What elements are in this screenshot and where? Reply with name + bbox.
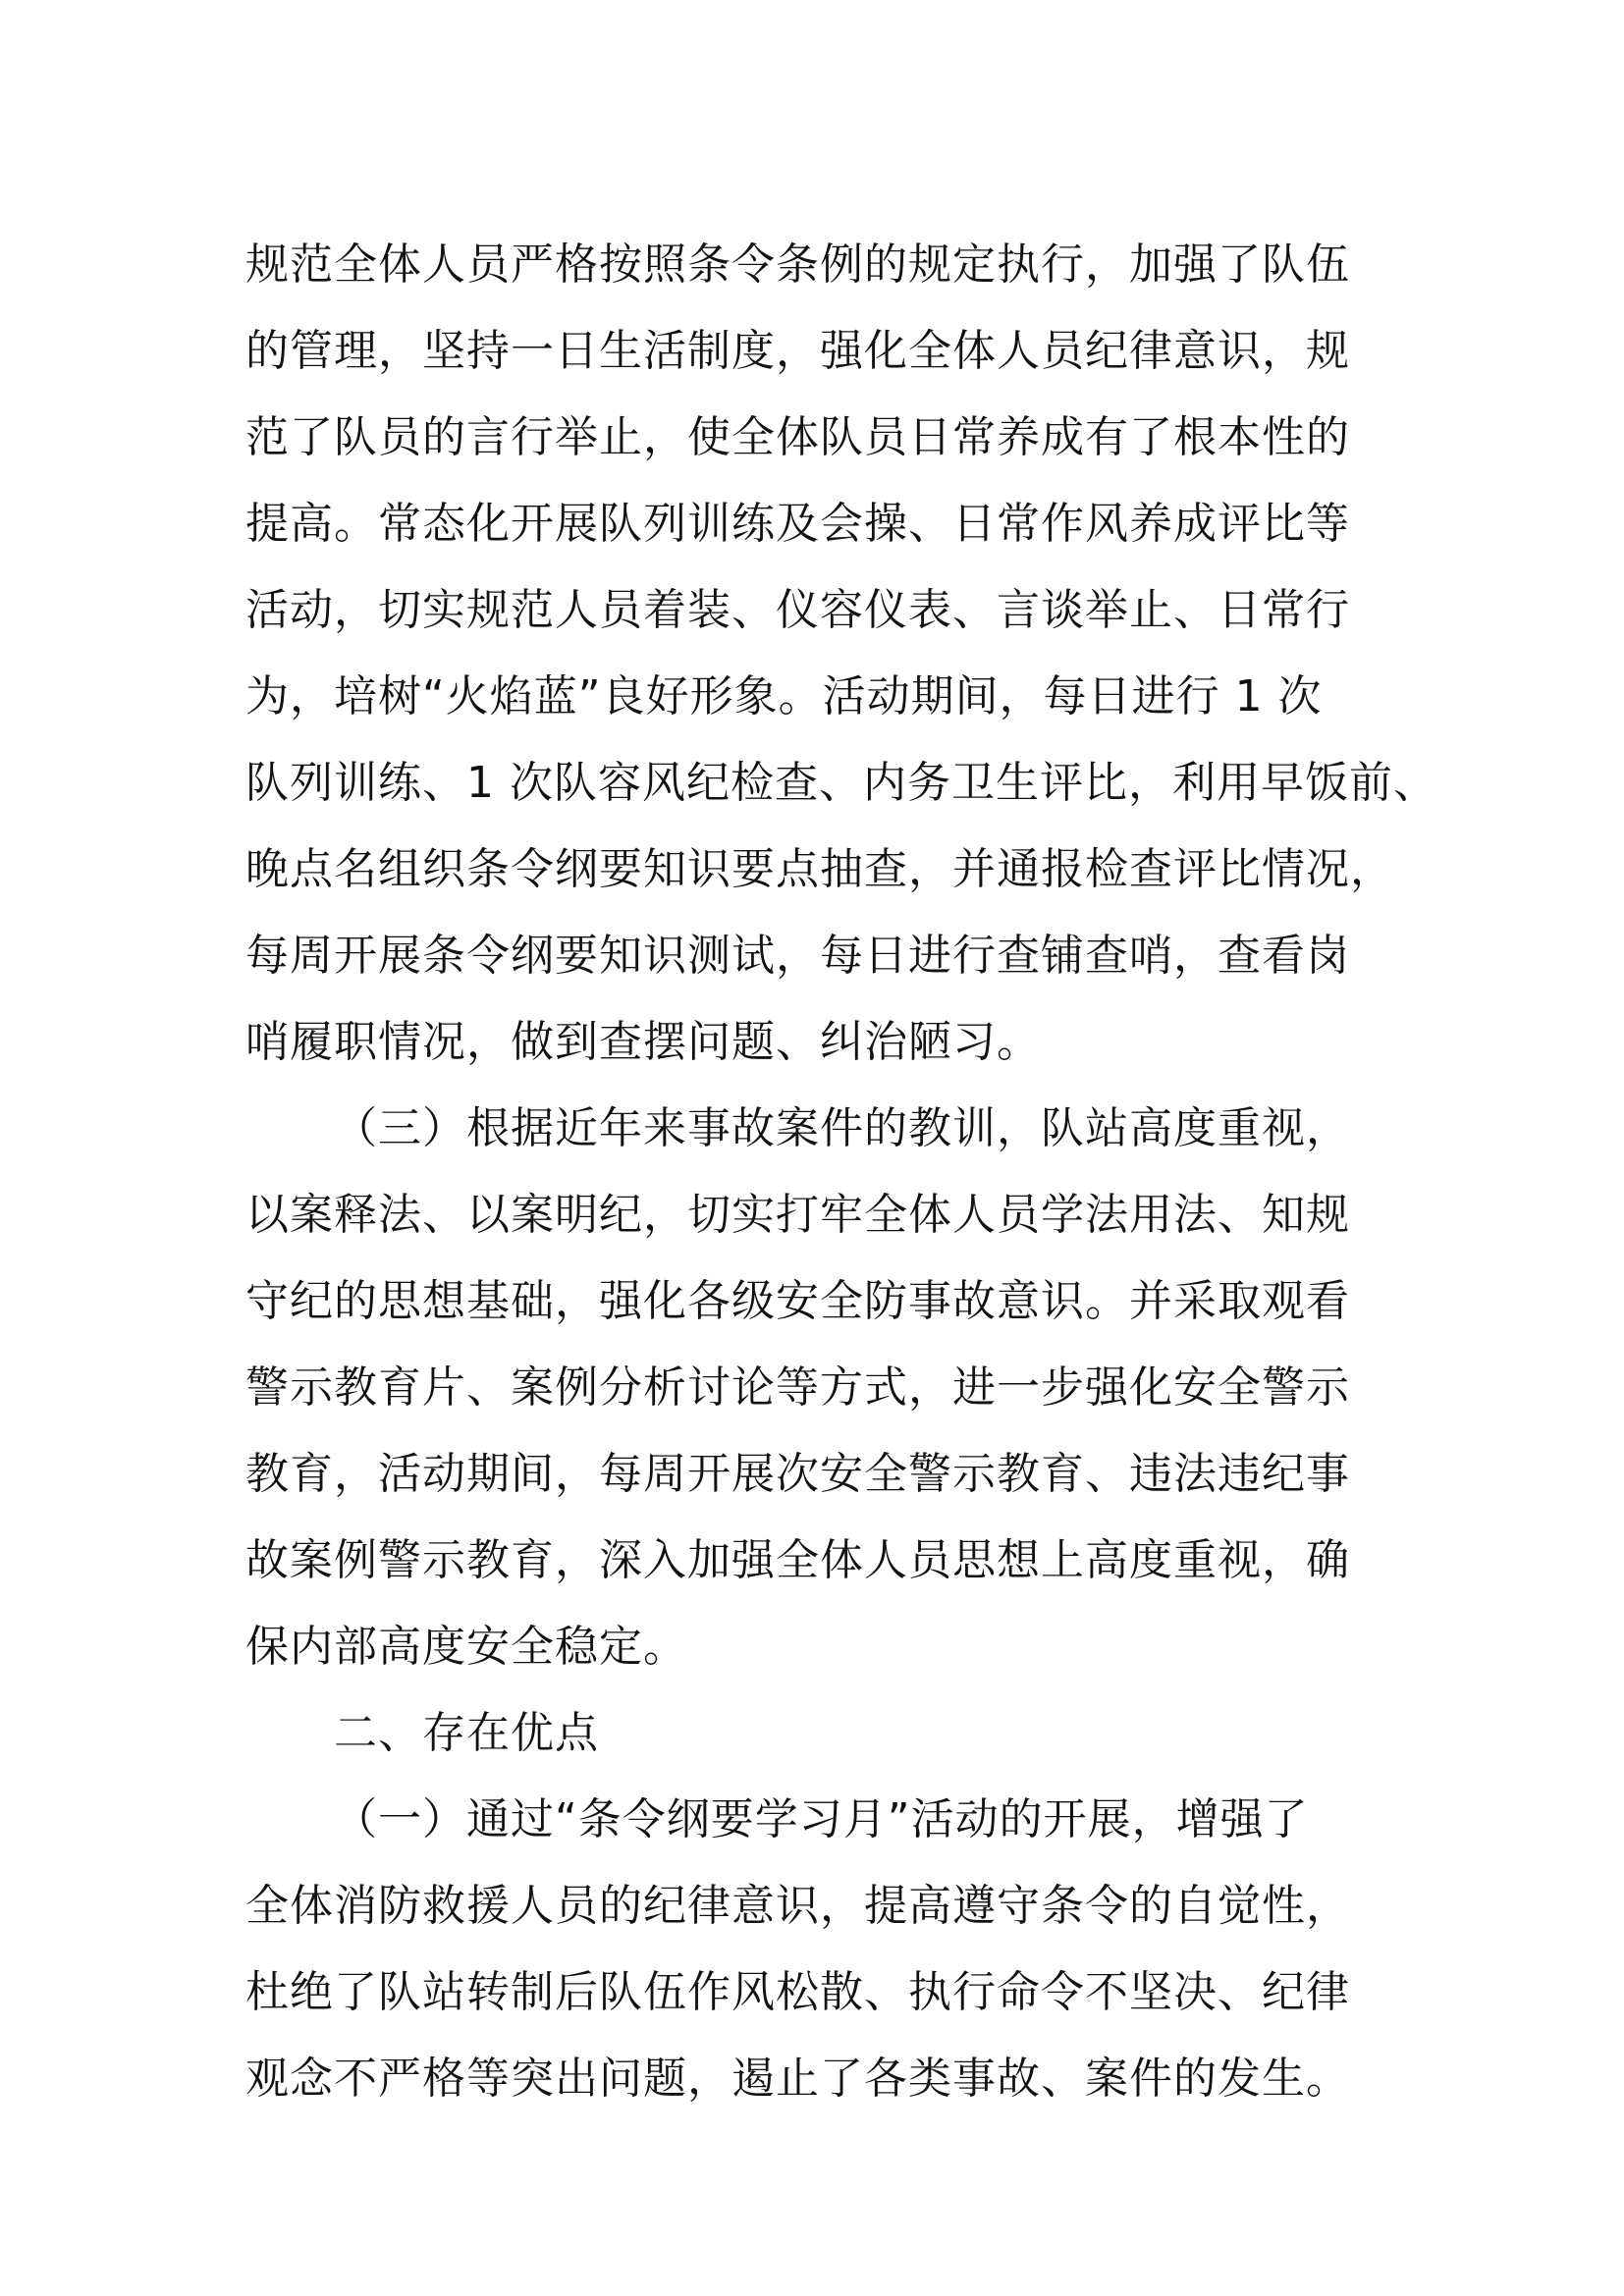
- text-line-21: 杜绝了队站转制后队伍作风松散、执行命令不坚决、纪律: [245, 1967, 1350, 2017]
- text-line-7: 队列训练、1 次队容风纪检查、内务卫生评比，利用早饭前、: [245, 758, 1437, 808]
- subsection-one-heading-line: （一）通过“条令纲要学习月”活动的开展，增强了: [334, 1794, 1309, 1844]
- text-line-13: 守纪的思想基础，强化各级安全防事故意识。并采取观看: [245, 1276, 1350, 1326]
- text-line-15: 教育，活动期间，每周开展次安全警示教育、违法违纪事: [245, 1449, 1350, 1499]
- text-line-2: 的管理，坚持一日生活制度，强化全体人员纪律意识，规: [245, 326, 1350, 376]
- text-line-20: 全体消防救援人员的纪律意识，提高遵守条令的自觉性，: [245, 1881, 1350, 1931]
- section-two-heading: 二、存在优点: [334, 1708, 599, 1758]
- text-line-16: 故案例警示教育，深入加强全体人员思想上高度重视，确: [245, 1535, 1350, 1585]
- text-line-5: 活动，切实规范人员着装、仪容仪表、言谈举止、日常行: [245, 585, 1350, 635]
- text-line-6: 为，培树“火焰蓝”良好形象。活动期间，每日进行 1 次: [245, 671, 1323, 721]
- text-line-1: 规范全体人员严格按照条令条例的规定执行，加强了队伍: [245, 240, 1350, 290]
- text-line-12: 以案释法、以案明纪，切实打牢全体人员学法用法、知规: [245, 1190, 1350, 1240]
- section-three-heading-line: （三）根据近年来事故案件的教训，队站高度重视，: [334, 1103, 1350, 1153]
- text-line-4: 提高。常态化开展队列训练及会操、日常作风养成评比等: [245, 499, 1350, 549]
- text-line-8: 晚点名组织条令纲要知识要点抽查，并通报检查评比情况，: [245, 844, 1394, 894]
- text-line-9: 每周开展条令纲要知识测试，每日进行查铺查哨，查看岗: [245, 931, 1350, 981]
- text-line-17: 保内部高度安全稳定。: [245, 1622, 687, 1672]
- text-line-14: 警示教育片、案例分析讨论等方式，进一步强化安全警示: [245, 1362, 1350, 1413]
- text-line-10: 哨履职情况，做到查摆问题、纠治陋习。: [245, 1017, 1041, 1067]
- text-line-3: 范了队员的言行举止，使全体队员日常养成有了根本性的: [245, 412, 1350, 462]
- text-line-22: 观念不严格等突出问题，遏止了各类事故、案件的发生。: [245, 2054, 1350, 2104]
